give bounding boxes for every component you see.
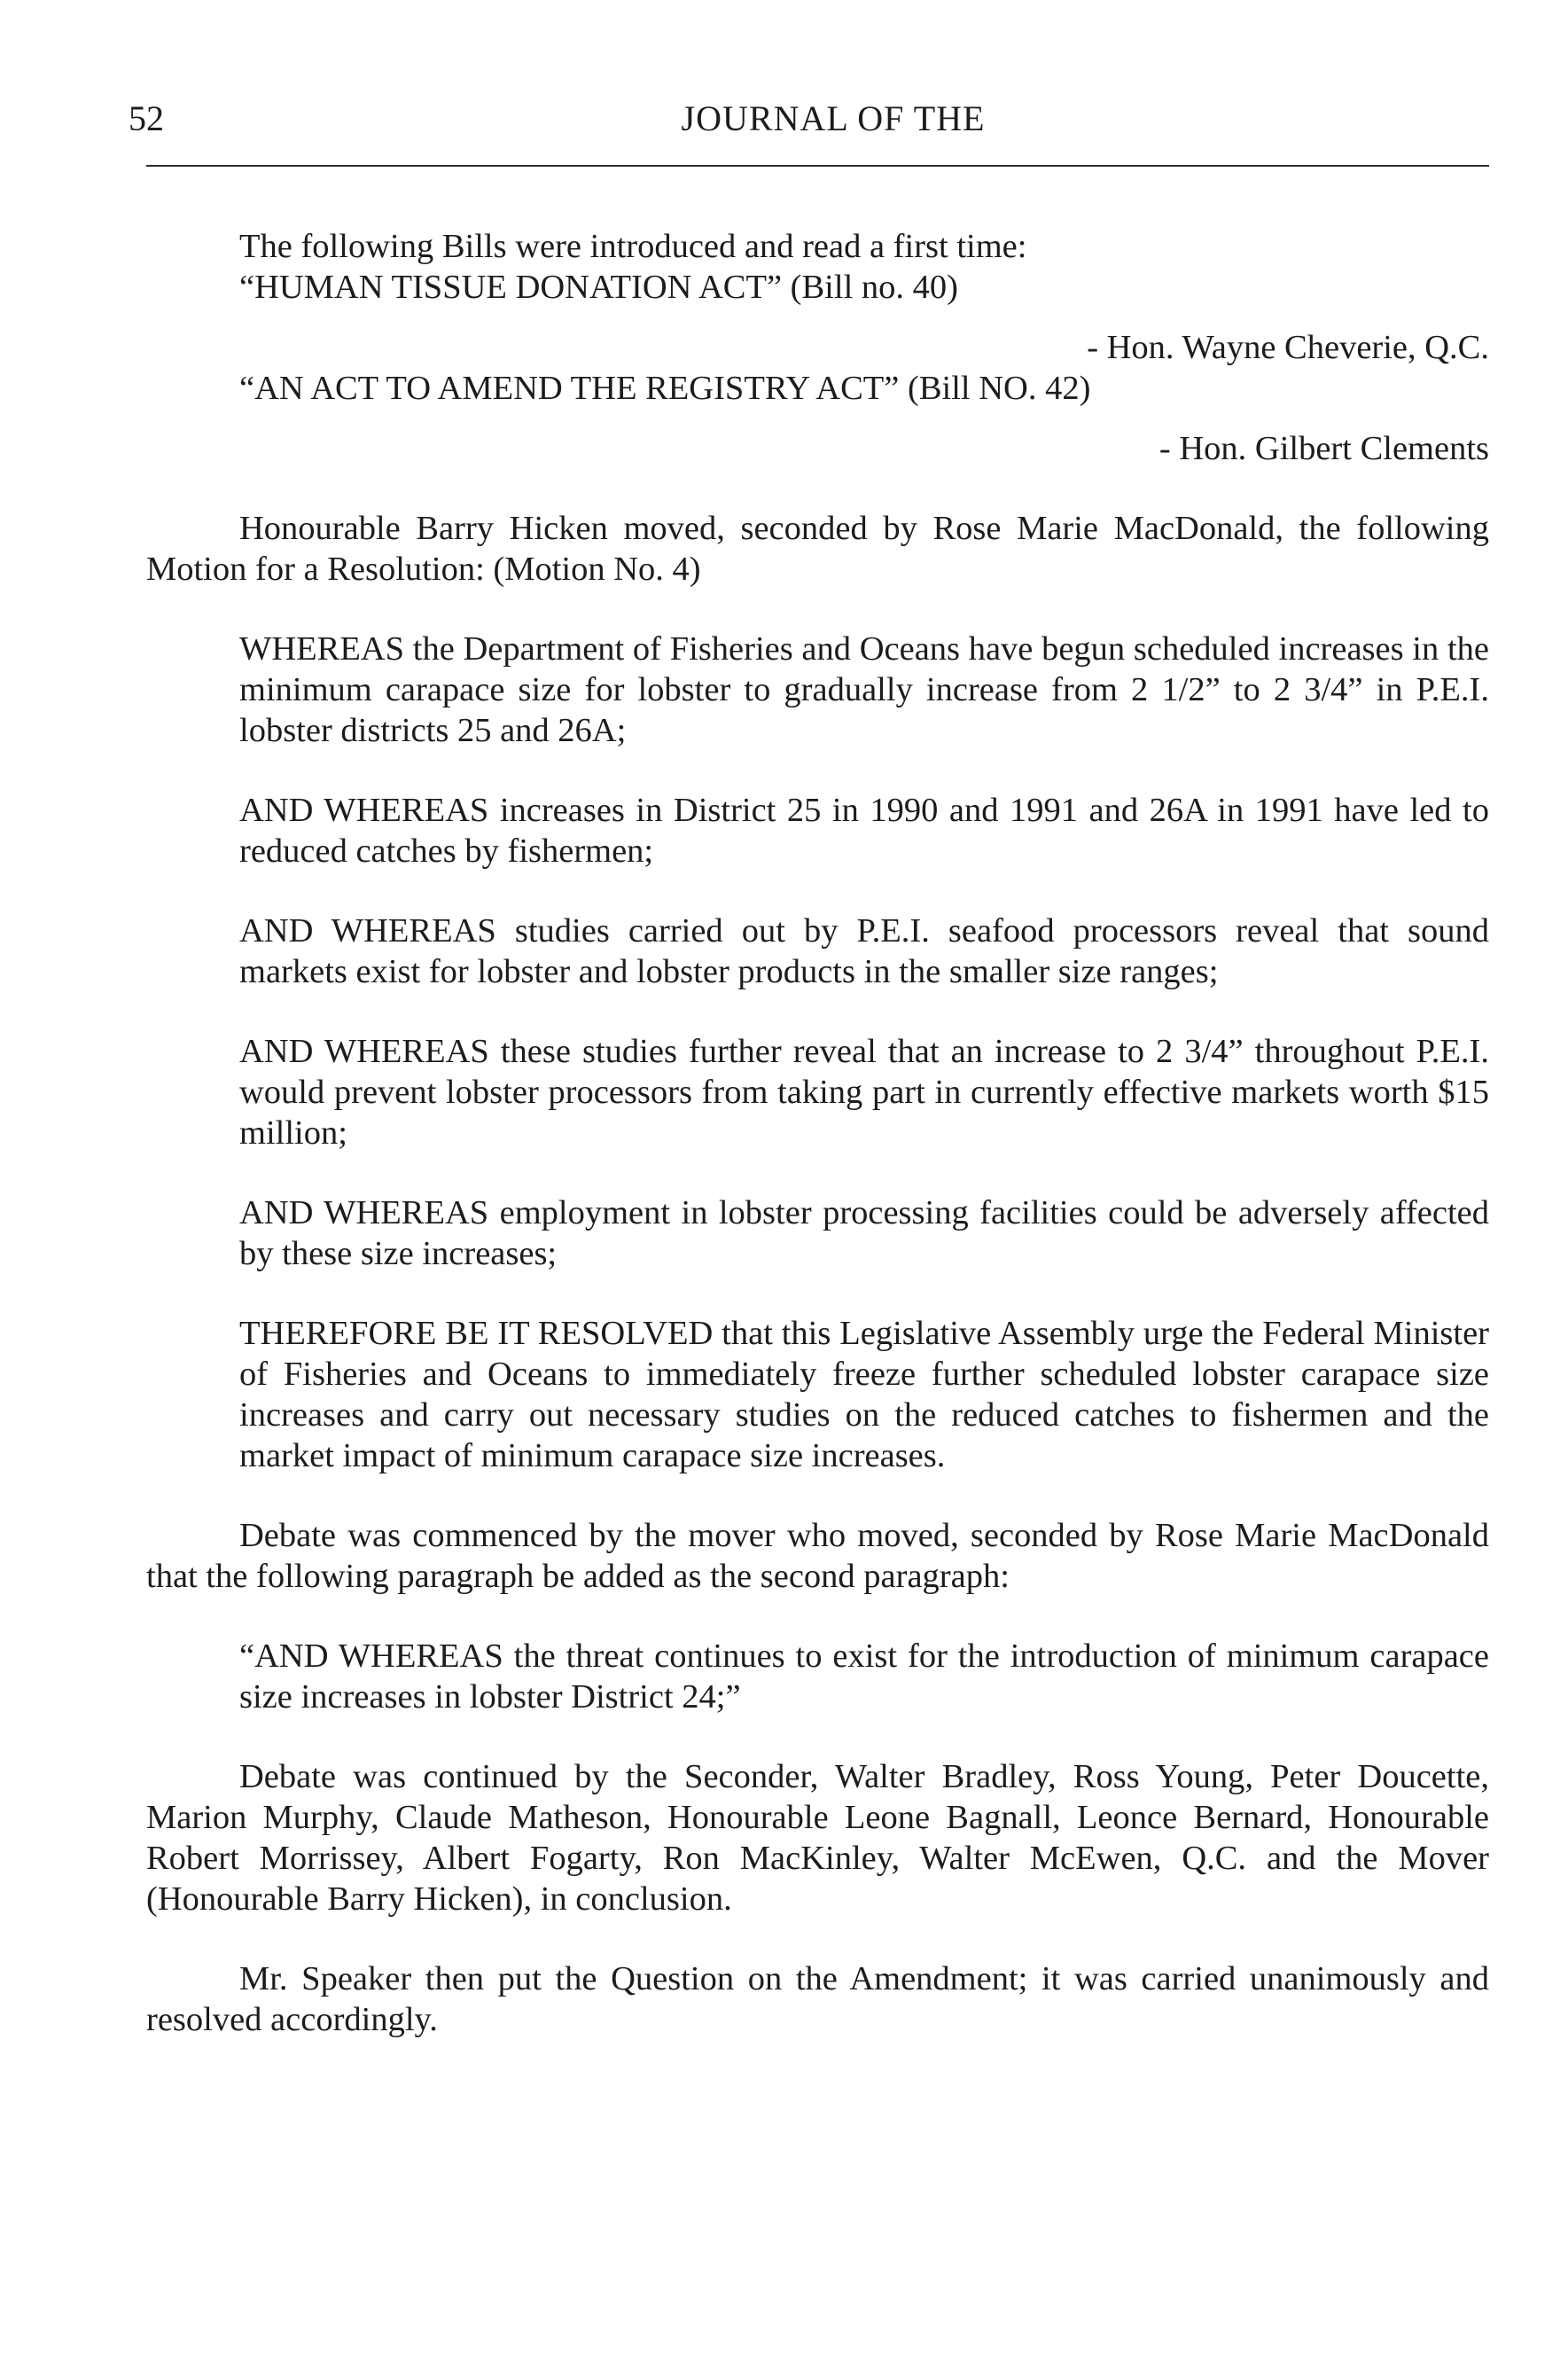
whereas-clause: AND WHEREAS employment in lobster processing facilities could be adversely affected by these size increases; bbox=[239, 1194, 1489, 1272]
whereas-clause: AND WHEREAS these studies further reveal that an increase to 2 3/4” throughout P.E.I. would prevent lobster processors from taking part in currently effective markets worth $15 million; bbox=[239, 1033, 1489, 1152]
motion-intro: Honourable Barry Hicken moved, seconded by Rose Marie MacDonald, the following Motion for a Resolution: (Motion No. 4) bbox=[146, 510, 1489, 588]
speaker-question: Mr. Speaker then put the Question on the Amendment; it was carried unanimously and resolved accordingly. bbox=[146, 1960, 1489, 2038]
bill-title: “AN ACT TO AMEND THE REGISTRY ACT” (Bill NO. 42) bbox=[239, 370, 1091, 407]
amendment-text: “AND WHEREAS the threat continues to exist for the introduction of minimum carapace size increases in lobster District 24;” bbox=[239, 1637, 1489, 1716]
bill-title: “HUMAN TISSUE DONATION ACT” (Bill no. 40) bbox=[239, 269, 958, 306]
page-number: 52 bbox=[129, 98, 164, 138]
whereas-clause: AND WHEREAS studies carried out by P.E.I. seafood processors reveal that sound markets exist for lobster and lobster products in the smaller size ranges; bbox=[239, 912, 1489, 990]
running-head: JOURNAL OF THE bbox=[681, 98, 986, 138]
body-text bbox=[146, 226, 1489, 2040]
debate-commenced: Debate was commenced by the mover who moved, seconded by Rose Marie MacDonald that the following paragraph be added as the second paragraph: bbox=[146, 1517, 1489, 1595]
whereas-clause: AND WHEREAS increases in District 25 in 1990 and 1991 and 26A in 1991 have led to reduced catches by fishermen; bbox=[239, 792, 1489, 870]
debate-continued: Debate was continued by the Seconder, Walter Bradley, Ross Young, Peter Doucette, Marion Murphy, Claude Matheson, Honourable Leone Bagnall, Leonce Bernard, Honourable Robert Morrissey, Albert Fogarty, Ron MacKinley, Walter McEwen, Q.C. and the Mover (Honourable Barry Hicken), in conclusion. bbox=[146, 1758, 1489, 1918]
header-rule bbox=[146, 165, 1489, 167]
resolution-clause: THEREFORE BE IT RESOLVED that this Legislative Assembly urge the Federal Minister of Fisheries and Oceans to immediately freeze further scheduled lobster carapace size increases and carry out necessary studies on the reduced catches to fishermen and the market impact of minimum carapace size increases. bbox=[239, 1315, 1489, 1474]
bill-sponsor: - Hon. Wayne Cheverie, Q.C. bbox=[1087, 329, 1489, 366]
bill-sponsor: - Hon. Gilbert Clements bbox=[1158, 430, 1489, 467]
whereas-clause: WHEREAS the Department of Fisheries and Oceans have begun scheduled increases in the minimum carapace size for lobster to gradually increase from 2 1/2” to 2 3/4” in P.E.I. lobster districts 25 and 26A; bbox=[239, 630, 1489, 749]
bills-intro: The following Bills were introduced and read a first time: bbox=[239, 228, 1027, 265]
